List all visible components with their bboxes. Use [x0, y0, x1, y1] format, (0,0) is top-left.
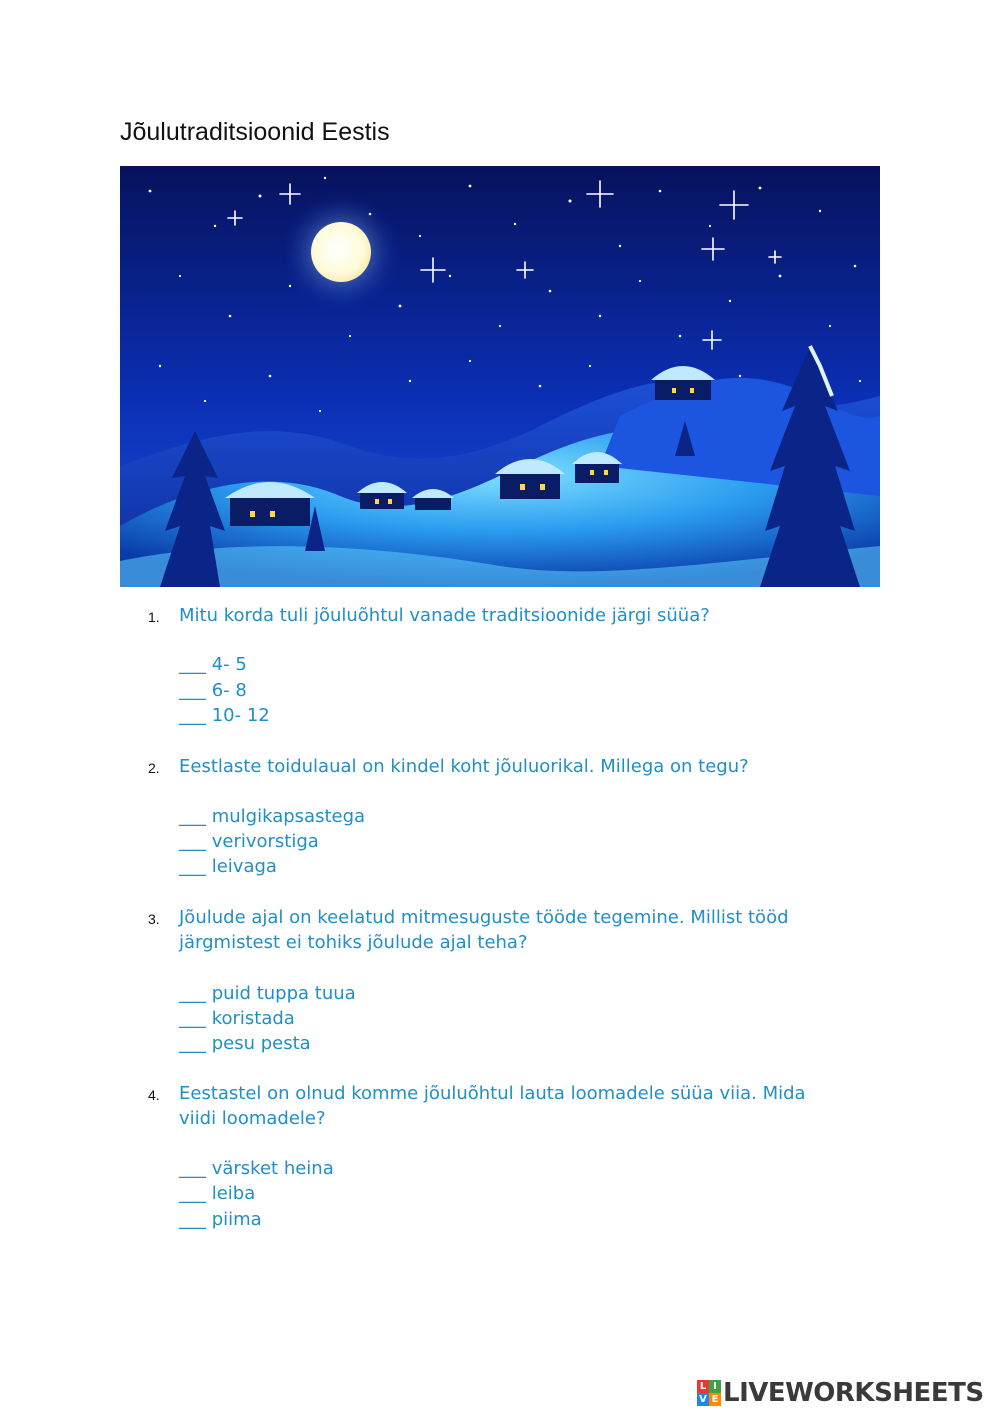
logo-mark-letter: E [709, 1393, 721, 1406]
question-text: Mitu korda tuli jõuluõhtul vanade traditsioonide järgi süüa? [179, 605, 710, 626]
answer-option-leivaga[interactable]: ___ leivaga [179, 856, 277, 877]
question-number: 4. [148, 1087, 160, 1103]
answer-option-4-5[interactable]: ___ 4- 5 [179, 654, 247, 675]
logo-mark-letter: V [697, 1393, 709, 1406]
logo-mark-icon [697, 1380, 721, 1406]
answer-option-varsket-heina[interactable]: ___ värsket heina [179, 1158, 334, 1179]
question-text-line-2: viidi loomadele? [179, 1108, 326, 1129]
page-title: Jõulutraditsioonid Eestis [120, 118, 390, 146]
answer-option-10-12[interactable]: ___ 10- 12 [179, 705, 270, 726]
question-number: 1. [148, 609, 160, 625]
answer-option-mulgikapsastega[interactable]: ___ mulgikapsastega [179, 806, 366, 827]
question-text-line-1: Jõulude ajal on keelatud mitmesuguste tööde tegemine. Millist tööd [179, 907, 789, 928]
answer-option-6-8[interactable]: ___ 6- 8 [179, 680, 247, 701]
winter-night-illustration [120, 166, 880, 587]
moon [281, 192, 401, 312]
question-text-line-1: Eestastel on olnud komme jõuluõhtul lauta loomadele süüa viia. Mida [179, 1083, 806, 1104]
question-text-line-2: järgmistest ei tohiks jõulude ajal teha? [179, 932, 528, 953]
answer-option-leiba[interactable]: ___ leiba [179, 1183, 256, 1204]
answer-option-pesu-pesta[interactable]: ___ pesu pesta [179, 1033, 311, 1054]
question-number: 2. [148, 760, 160, 776]
answer-option-koristada[interactable]: ___ koristada [179, 1008, 295, 1029]
logo-mark-letter: I [709, 1380, 721, 1393]
logo-mark-letter: L [697, 1380, 709, 1393]
question-text: Eestlaste toidulaual on kindel koht jõuluorikal. Millega on tegu? [179, 756, 749, 777]
question-number: 3. [148, 911, 160, 927]
liveworksheets-logo [697, 1378, 984, 1408]
logo-text: LIVEWORKSHEETS [723, 1378, 984, 1408]
answer-option-puid-tuppa-tuua[interactable]: ___ puid tuppa tuua [179, 983, 356, 1004]
answer-option-piima[interactable]: ___ piima [179, 1209, 262, 1230]
answer-option-verivorstiga[interactable]: ___ verivorstiga [179, 831, 319, 852]
